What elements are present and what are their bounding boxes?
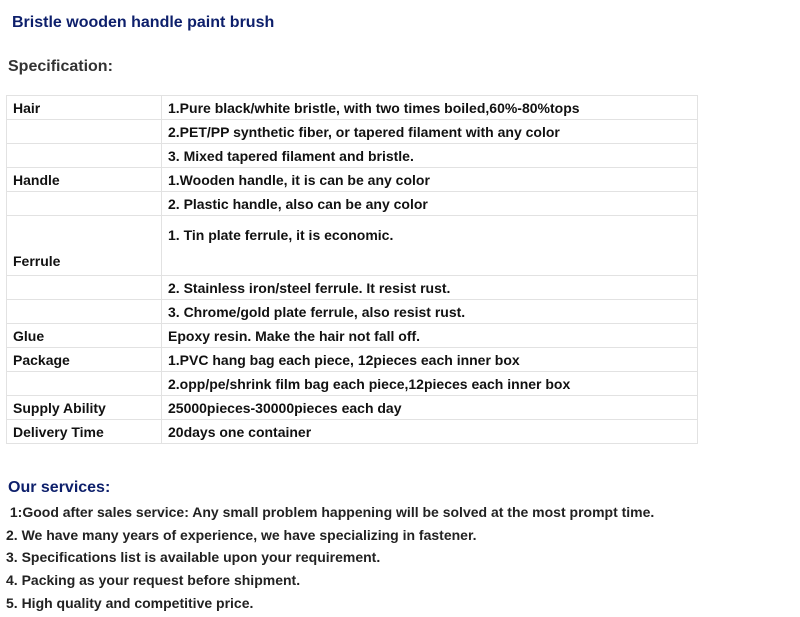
table-row [7, 276, 698, 300]
table-row [7, 120, 698, 144]
spec-label [7, 300, 162, 324]
list-item: 2. We have many years of experience, we have specializing in fastener. [6, 526, 477, 543]
specification-table [6, 95, 698, 444]
table-row [7, 300, 698, 324]
list-item: 5. High quality and competitive price. [6, 594, 254, 611]
spec-label [7, 372, 162, 396]
spec-value: 2. Stainless iron/steel ferrule. It resist rust. [162, 276, 698, 300]
spec-label [7, 192, 162, 216]
table-row [7, 216, 698, 276]
spec-value: Epoxy resin. Make the hair not fall off. [162, 324, 698, 348]
table-row [7, 372, 698, 396]
spec-value: 1.Pure black/white bristle, with two times boiled,60%-80%tops [162, 96, 698, 120]
table-row [7, 396, 698, 420]
list-item: 3. Specifications list is available upon your requirement. [6, 549, 381, 566]
spec-label: Glue [7, 324, 162, 348]
services-list [6, 502, 654, 615]
services-heading: Our services: [8, 479, 111, 496]
spec-label [7, 144, 162, 168]
table-row [7, 324, 698, 348]
spec-label: Package [7, 348, 162, 372]
table-row [7, 348, 698, 372]
table-row [7, 96, 698, 120]
spec-label: Hair [7, 96, 162, 120]
spec-value: 20days one container [162, 420, 698, 444]
spec-value: 3. Chrome/gold plate ferrule, also resist rust. [162, 300, 698, 324]
spec-label: Delivery Time [7, 420, 162, 444]
spec-value: 1. Tin plate ferrule, it is economic. [162, 216, 698, 276]
list-item: 1:Good after sales service: Any small problem happening will be solved at the most prompt time. [6, 504, 655, 520]
page-title: Bristle wooden handle paint brush [12, 14, 275, 31]
table-row [7, 168, 698, 192]
spec-value: 3. Mixed tapered filament and bristle. [162, 144, 698, 168]
spec-value: 2.PET/PP synthetic fiber, or tapered filament with any color [162, 120, 698, 144]
spec-label: Supply Ability [7, 396, 162, 420]
spec-value: 1.PVC hang bag each piece, 12pieces each inner box [162, 348, 698, 372]
spec-value: 2. Plastic handle, also can be any color [162, 192, 698, 216]
spec-value: 25000pieces-30000pieces each day [162, 396, 698, 420]
spec-label [7, 276, 162, 300]
table-row [7, 192, 698, 216]
spec-label [7, 120, 162, 144]
spec-value: 1.Wooden handle, it is can be any color [162, 168, 698, 192]
table-row [7, 144, 698, 168]
list-item: 4. Packing as your request before shipment. [6, 572, 301, 589]
spec-label: Handle [7, 168, 162, 192]
table-row [7, 420, 698, 444]
spec-value: 2.opp/pe/shrink film bag each piece,12pieces each inner box [162, 372, 698, 396]
specification-heading: Specification: [8, 58, 113, 75]
spec-label: Ferrule [7, 216, 162, 276]
